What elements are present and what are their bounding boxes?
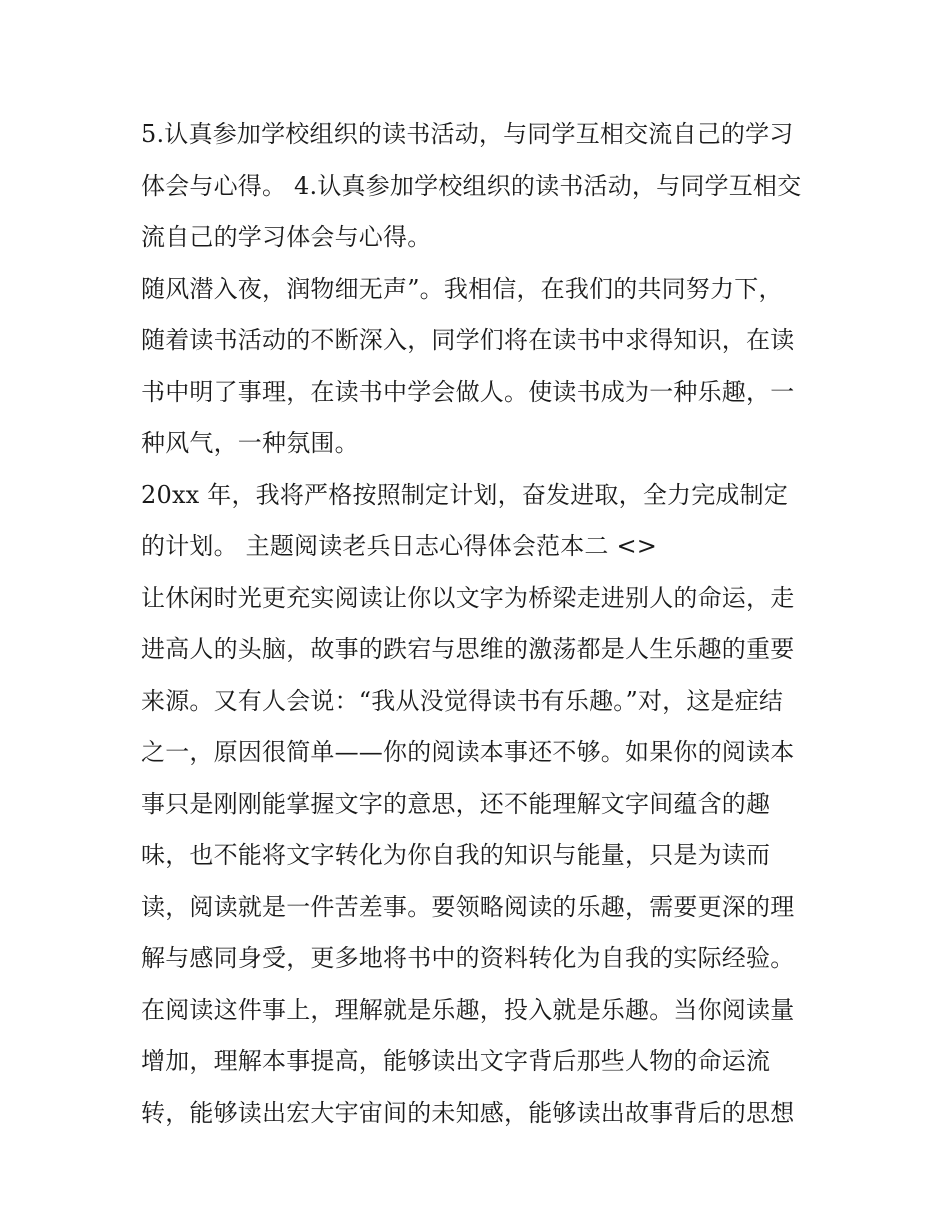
text-line: 5.认真参加学校组织的读书活动，与同学互相交流自己的学习: [141, 120, 794, 148]
text-line: 在阅读这件事上，理解就是乐趣，投入就是乐趣。当你阅读量: [141, 995, 795, 1024]
text-line: 体会与心得。 4.认真参加学校组织的读书活动，与同学互相交: [141, 171, 802, 200]
text-line: 种风气，一种氛围。: [141, 429, 359, 457]
text-line: 的计划。 主题阅读老兵日志心得体会范本二 <>: [141, 532, 658, 560]
text-line: 来源。又有人会说：“我从没觉得读书有乐趣。”对，这是症结: [141, 686, 784, 715]
body-text: [141, 109, 821, 1139]
text-line: 味，也不能将文字转化为你自我的知识与能量，只是为读而: [141, 841, 771, 869]
text-line: 读，阅读就是一件苦差事。要领略阅读的乐趣，需要更深的理: [141, 892, 795, 921]
text-line: 20xx 年，我将严格按照制定计划，奋发进取，全力完成制定: [141, 480, 789, 509]
text-line: 转，能够读出宏大宇宙间的未知感，能够读出故事背后的思想: [141, 1098, 795, 1127]
text-line: 解与感同身受，更多地将书中的资料转化为自我的实际经验。: [141, 944, 795, 972]
text-line: 进高人的头脑，故事的跌宕与思维的激荡都是人生乐趣的重要: [141, 635, 795, 663]
text-line: 让休闲时光更充实阅读让你以文字为桥梁走进别人的命运，走: [141, 583, 795, 612]
text-line: 事只是刚刚能掌握文字的意思，还不能理解文字间蕴含的趣: [141, 789, 771, 818]
text-line: 增加，理解本事提高，能够读出文字背后那些人物的命运流: [141, 1047, 771, 1075]
text-line: 之一，原因很简单——你的阅读本事还不够。如果你的阅读本: [141, 738, 795, 766]
text-line: 随风潜入夜，润物细无声”。我相信，在我们的共同努力下，: [141, 274, 783, 303]
text-line: 随着读书活动的不断深入，同学们将在读书中求得知识，在读: [141, 326, 795, 354]
text-line: 流自己的学习体会与心得。: [141, 223, 432, 251]
text-line: 书中明了事理，在读书中学会做人。使读书成为一种乐趣，一: [141, 377, 795, 406]
